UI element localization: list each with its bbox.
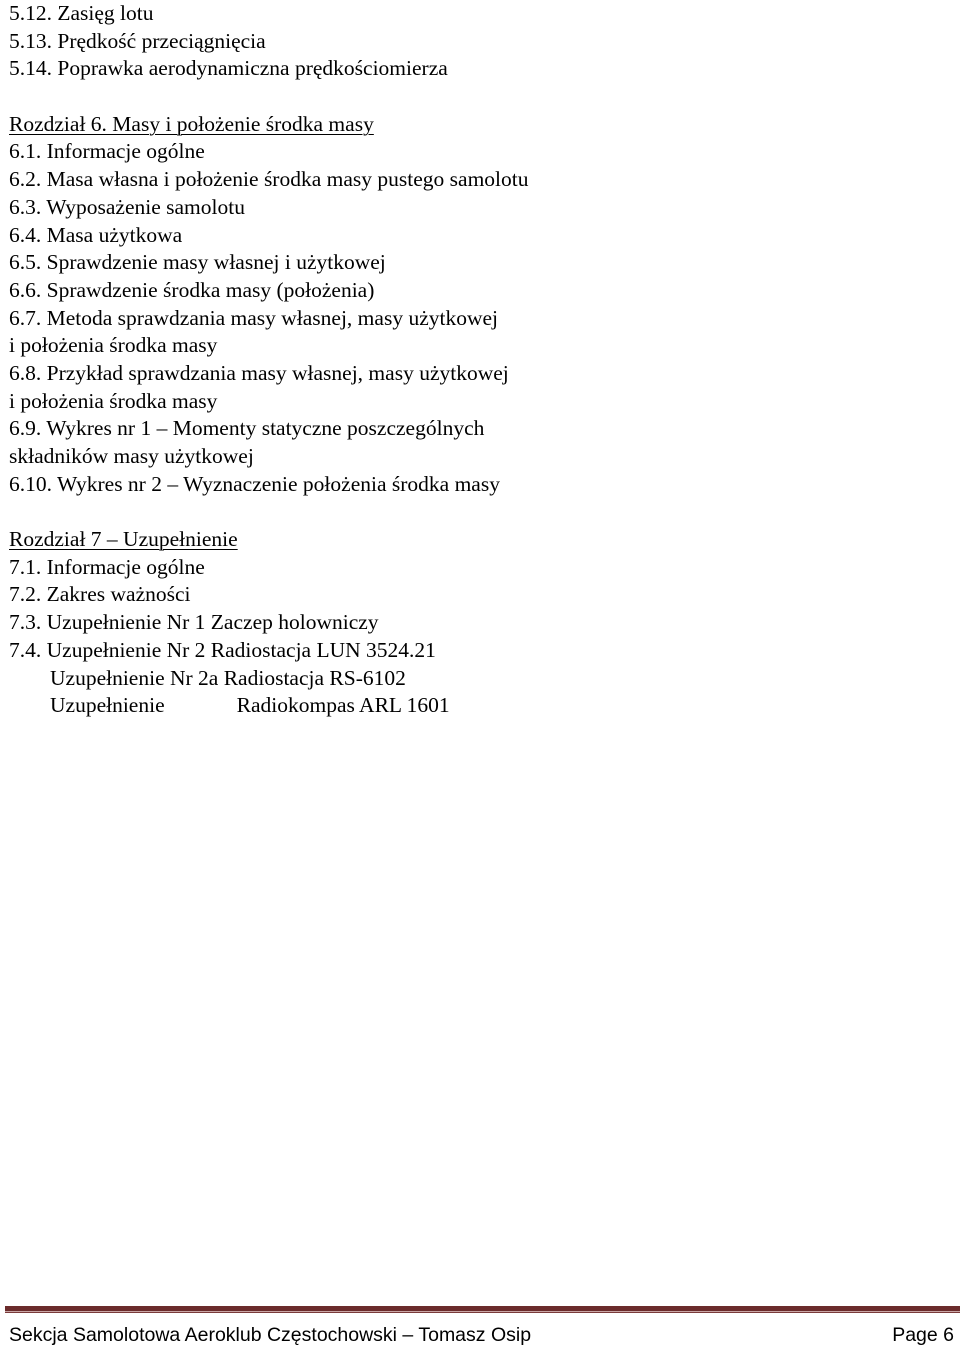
toc-entry-6-8: 6.8. Przykład sprawdzania masy własnej, masy użytkowej (9, 360, 509, 385)
toc-entry-5-13: 5.13. Prędkość przeciągnięcia (9, 28, 266, 53)
toc-entry-5-14: 5.14. Poprawka aerodynamiczna prędkościomierza (9, 56, 448, 81)
toc-entry-6-9: 6.9. Wykres nr 1 – Momenty statyczne poszczególnych (9, 416, 485, 441)
toc-entry-supplement-radiocompass (9, 692, 909, 720)
toc-entry-6-4: 6.4. Masa użytkowa (9, 222, 183, 247)
toc-entry-6-3: 6.3. Wyposażenie samolotu (9, 194, 245, 219)
toc-entry-6-2: 6.2. Masa własna i położenie środka masy pustego samolotu (9, 167, 529, 192)
footer-divider (5, 1306, 960, 1312)
toc-entry-6-10: 6.10. Wykres nr 2 – Wyznaczenie położenia środka masy (9, 471, 500, 496)
page-footer (9, 1321, 954, 1349)
toc-entry-7-1: 7.1. Informacje ogólne (9, 554, 205, 579)
toc-entry-6-7-continued: i położenia środka masy (9, 333, 218, 358)
toc-entry-6-7: 6.7. Metoda sprawdzania masy własnej, masy użytkowej (9, 305, 498, 330)
chapter-7-heading: Rozdział 7 – Uzupełnienie (9, 527, 238, 552)
spacer (9, 83, 909, 111)
toc-entry-5-12: 5.12. Zasięg lotu (9, 1, 154, 25)
toc-entry-7-4: 7.4. Uzupełnienie Nr 2 Radiostacja LUN 3524.21 (9, 637, 436, 662)
footer-author: Sekcja Samolotowa Aeroklub Częstochowski – Tomasz Osip (9, 1324, 532, 1346)
toc-entry-7-2: 7.2. Zakres ważności (9, 582, 191, 607)
toc-entry-6-5: 6.5. Sprawdzenie masy własnej i użytkowej (9, 250, 386, 275)
toc-entry-6-8-continued: i położenia środka masy (9, 388, 218, 413)
toc-entry-6-1: 6.1. Informacje ogólne (9, 139, 205, 164)
supplement-title: Radiokompas ARL 1601 (236, 693, 450, 718)
chapter-6-heading: Rozdział 6. Masy i położenie środka masy (9, 111, 374, 136)
toc-entry-6-9-continued: składników masy użytkowej (9, 444, 254, 468)
page-number: Page 6 (892, 1324, 954, 1346)
toc-entry-supplement-2a: Uzupełnienie Nr 2a Radiostacja RS-6102 (50, 665, 406, 690)
supplement-label: Uzupełnienie (50, 693, 165, 718)
table-of-contents (9, 0, 909, 720)
toc-entry-6-6: 6.6. Sprawdzenie środka masy (położenia) (9, 277, 375, 302)
toc-entry-7-3: 7.3. Uzupełnienie Nr 1 Zaczep holowniczy (9, 610, 379, 635)
spacer (9, 498, 909, 526)
